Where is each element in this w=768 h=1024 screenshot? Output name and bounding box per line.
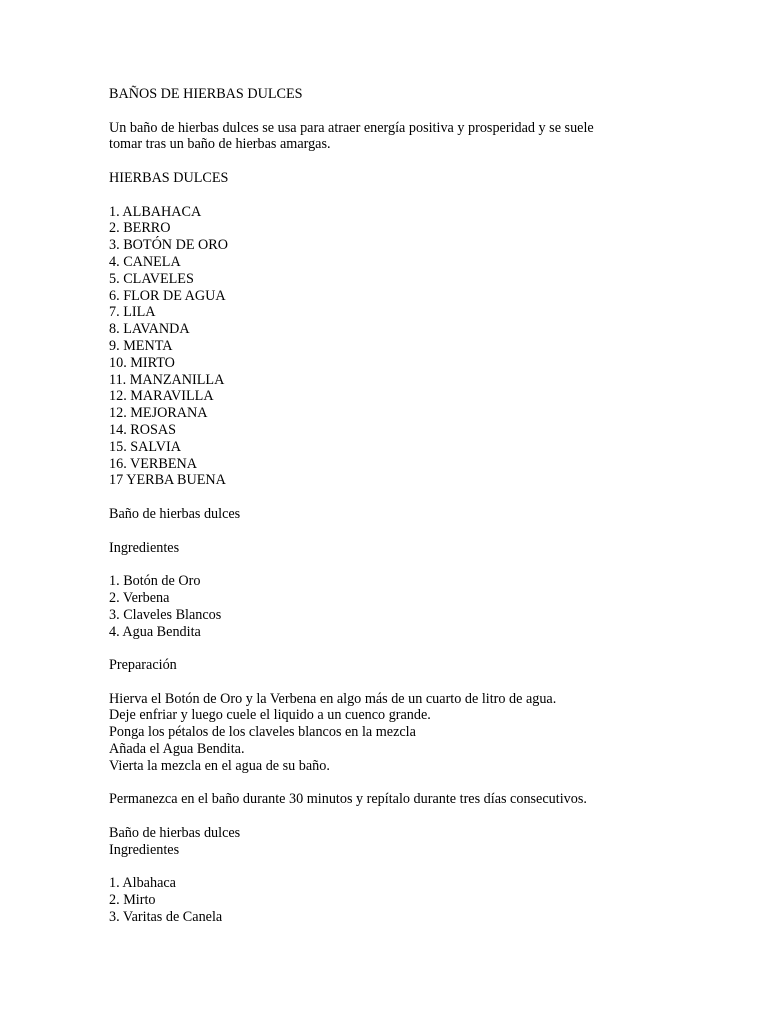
spacer: [109, 674, 709, 691]
preparation-step: Hierva el Botón de Oro y la Verbena en algo más de un cuarto de litro de agua.: [109, 690, 557, 707]
spacer: [109, 556, 709, 573]
spacer: [109, 808, 709, 825]
ingredient-item: 3. Varitas de Canela: [109, 909, 223, 926]
ingredient-item: 4. Agua Bendita: [109, 623, 201, 640]
spacer: [109, 859, 709, 876]
herb-item: 12. MEJORANA: [109, 405, 208, 422]
herb-item: 8. LAVANDA: [109, 321, 190, 338]
herb-item: 7. LILA: [109, 304, 156, 321]
ingredient-item: 2. Mirto: [109, 892, 156, 909]
recipe1-steps: [109, 691, 709, 775]
herb-item: 3. BOTÓN DE ORO: [109, 237, 229, 254]
intro-paragraph: [109, 120, 709, 154]
herb-item: 16. VERBENA: [109, 455, 198, 472]
spacer: [109, 775, 709, 792]
preparation-step: Ponga los pétalos de los claveles blancos en la mezcla: [109, 724, 416, 741]
spacer: [109, 187, 709, 204]
recipe2-ingredients-list: [109, 875, 709, 925]
herb-item: 17 YERBA BUENA: [109, 472, 226, 489]
preparation-step: Añada el Agua Bendita.: [109, 741, 245, 758]
herb-item: 14. ROSAS: [109, 421, 177, 438]
ingredient-item: 1. Albahaca: [109, 875, 176, 892]
spacer: [109, 153, 709, 170]
herb-item: 1. ALBAHACA: [109, 203, 202, 220]
intro-line: tomar tras un baño de hierbas amargas.: [109, 136, 331, 153]
ingredient-item: 1. Botón de Oro: [109, 573, 201, 590]
herbs-list: [109, 204, 709, 490]
ingredient-item: 2. Verbena: [109, 589, 170, 606]
recipe1-ingredients-list: [109, 573, 709, 640]
herbs-heading: HIERBAS DULCES: [109, 169, 229, 186]
recipe2-ingredients-heading: Ingredientes: [109, 841, 180, 858]
document-body: [109, 86, 709, 926]
herb-item: 6. FLOR DE AGUA: [109, 287, 226, 304]
spacer: [109, 523, 709, 540]
herb-item: 11. MANZANILLA: [109, 371, 225, 388]
document-title: BAÑOS DE HIERBAS DULCES: [109, 86, 303, 102]
intro-line: Un baño de hierbas dulces se usa para atraer energía positiva y prosperidad y se suele: [109, 119, 594, 136]
spacer: [109, 489, 709, 506]
ingredient-item: 3. Claveles Blancos: [109, 606, 222, 623]
herb-item: 12. MARAVILLA: [109, 388, 214, 405]
preparation-step: Deje enfriar y luego cuele el liquido a un cuenco grande.: [109, 707, 431, 724]
herb-item: 5. CLAVELES: [109, 270, 194, 287]
herb-item: 9. MENTA: [109, 337, 173, 354]
spacer: [109, 640, 709, 657]
recipe1-closing: Permanezca en el baño durante 30 minutos y repítalo durante tres días consecutivos.: [109, 791, 587, 808]
recipe1-heading: Baño de hierbas dulces: [109, 505, 241, 522]
herb-item: 10. MIRTO: [109, 354, 175, 371]
herb-item: 2. BERRO: [109, 220, 171, 237]
herb-item: 4. CANELA: [109, 253, 181, 270]
recipe1-preparation-heading: Preparación: [109, 657, 177, 674]
preparation-step: Vierta la mezcla en el agua de su baño.: [109, 757, 330, 774]
spacer: [109, 103, 709, 120]
herb-item: 15. SALVIA: [109, 438, 181, 455]
recipe1-ingredients-heading: Ingredientes: [109, 539, 180, 556]
recipe2-heading: Baño de hierbas dulces: [109, 825, 241, 842]
